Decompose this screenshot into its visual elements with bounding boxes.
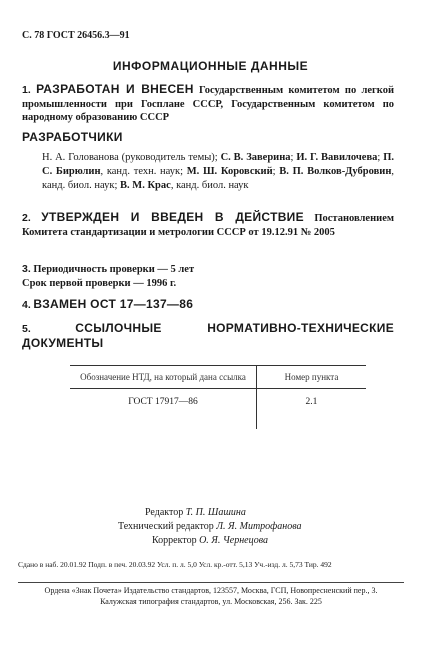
table-cell-document: ГОСТ 17917—86 [70,389,256,430]
tech-editor-line [118,520,302,534]
section-number: 2. [22,212,31,224]
page-header: С. 78 ГОСТ 26456.3—91 [22,30,130,41]
credits-block [118,506,302,548]
developer-name: П. С. Бирюлин [42,152,394,177]
developers-list [42,151,394,193]
page-title: ИНФОРМАЦИОННЫЕ ДАННЫЕ [112,59,309,73]
column-header-clause: Номер пункта [256,366,366,389]
developer-role: , канд. биол. наук [170,180,249,191]
tech-editor-name: Л. Я. Митрофанова [216,521,302,532]
printer-line: Калужская типография стандартов, ул. Московская, 256. Зак. 225 [100,596,322,606]
developer-name: Н. А. Голованова [42,152,119,163]
table-row [70,389,366,430]
developers-heading: РАЗРАБОТЧИКИ [22,130,123,144]
developer-role: (руководитель темы); [118,152,221,163]
developer-role: , канд. биол. наук; [42,166,394,191]
developer-name: С. В. Заверина [220,152,291,163]
section-5 [22,322,394,351]
table-header-row [70,366,366,389]
developer-role: ; [290,152,297,163]
proofreader-label: Корректор [152,535,197,546]
proofreader-line [118,534,302,548]
section-text: Постановлением Комитета стандартизации и метрологии СССР от 19.12.91 № 2005 [22,213,395,238]
section-heading: РАЗРАБОТАН И ВНЕСЕН [36,82,194,96]
section-number: 3. [22,263,31,275]
developer-role: ; [377,152,384,163]
section-number: 4. [22,299,31,311]
editor-line [118,506,302,520]
developer-role: , канд. техн. наук; [100,166,187,177]
section-3 [22,263,394,290]
editor-name: Т. П. Шашина [185,507,246,518]
section-2 [22,211,394,239]
section-heading: ССЫЛОЧНЫЕ НОРМАТИВНО-ТЕХНИЧЕСКИЕ ДОКУМЕНТЫ [22,321,394,350]
section-text-line2: Срок первой проверки — 1996 г. [22,277,177,289]
divider [18,582,404,583]
publisher-footer [18,586,404,607]
section-text: Государственным комитетом по легкой промышленности при Госплане СССР, Государственным комитетом по народному образованию СССР [22,85,395,123]
section-number: 5. [22,323,31,335]
editor-label: Редактор [145,507,184,518]
references-table [70,365,366,429]
table-cell-clause: 2.1 [305,397,318,407]
section-heading: УТВЕРЖДЕН И ВВЕДЕН В ДЕЙСТВИЕ [41,210,304,224]
section-number: 1. [22,84,31,96]
developer-name: В. М. Крас [120,180,171,191]
section-1 [22,83,394,125]
column-header-document: Обозначение НТД, на который дана ссылка [70,366,256,389]
developer-role: ; [272,166,280,177]
proofreader-name: О. Я. Чернецова [199,535,268,546]
developer-name: В. П. Волков-Дубровин [279,166,392,177]
section-4 [22,298,394,313]
developer-name: М. Ш. Коровский [186,166,273,177]
section-heading: ВЗАМЕН ОСТ 17—137—86 [33,297,194,311]
developer-name: И. Г. Вавилочева [296,152,378,163]
tech-editor-label: Технический редактор [118,521,214,532]
publisher-line: Ордена «Знак Почета» Издательство стандартов, 123557, Москва, ГСП, Новопресненский пер., 3. [44,586,378,595]
print-info: Сдано в наб. 20.01.92 Подп. в печ. 20.03.92 Усл. п. л. 5,0 Усл. кр.-отт. 5,13 Уч.-изд. л. 5,73 Тир. 492 [18,560,332,569]
section-text-line1: Периодичность проверки — 5 лет [33,264,195,275]
